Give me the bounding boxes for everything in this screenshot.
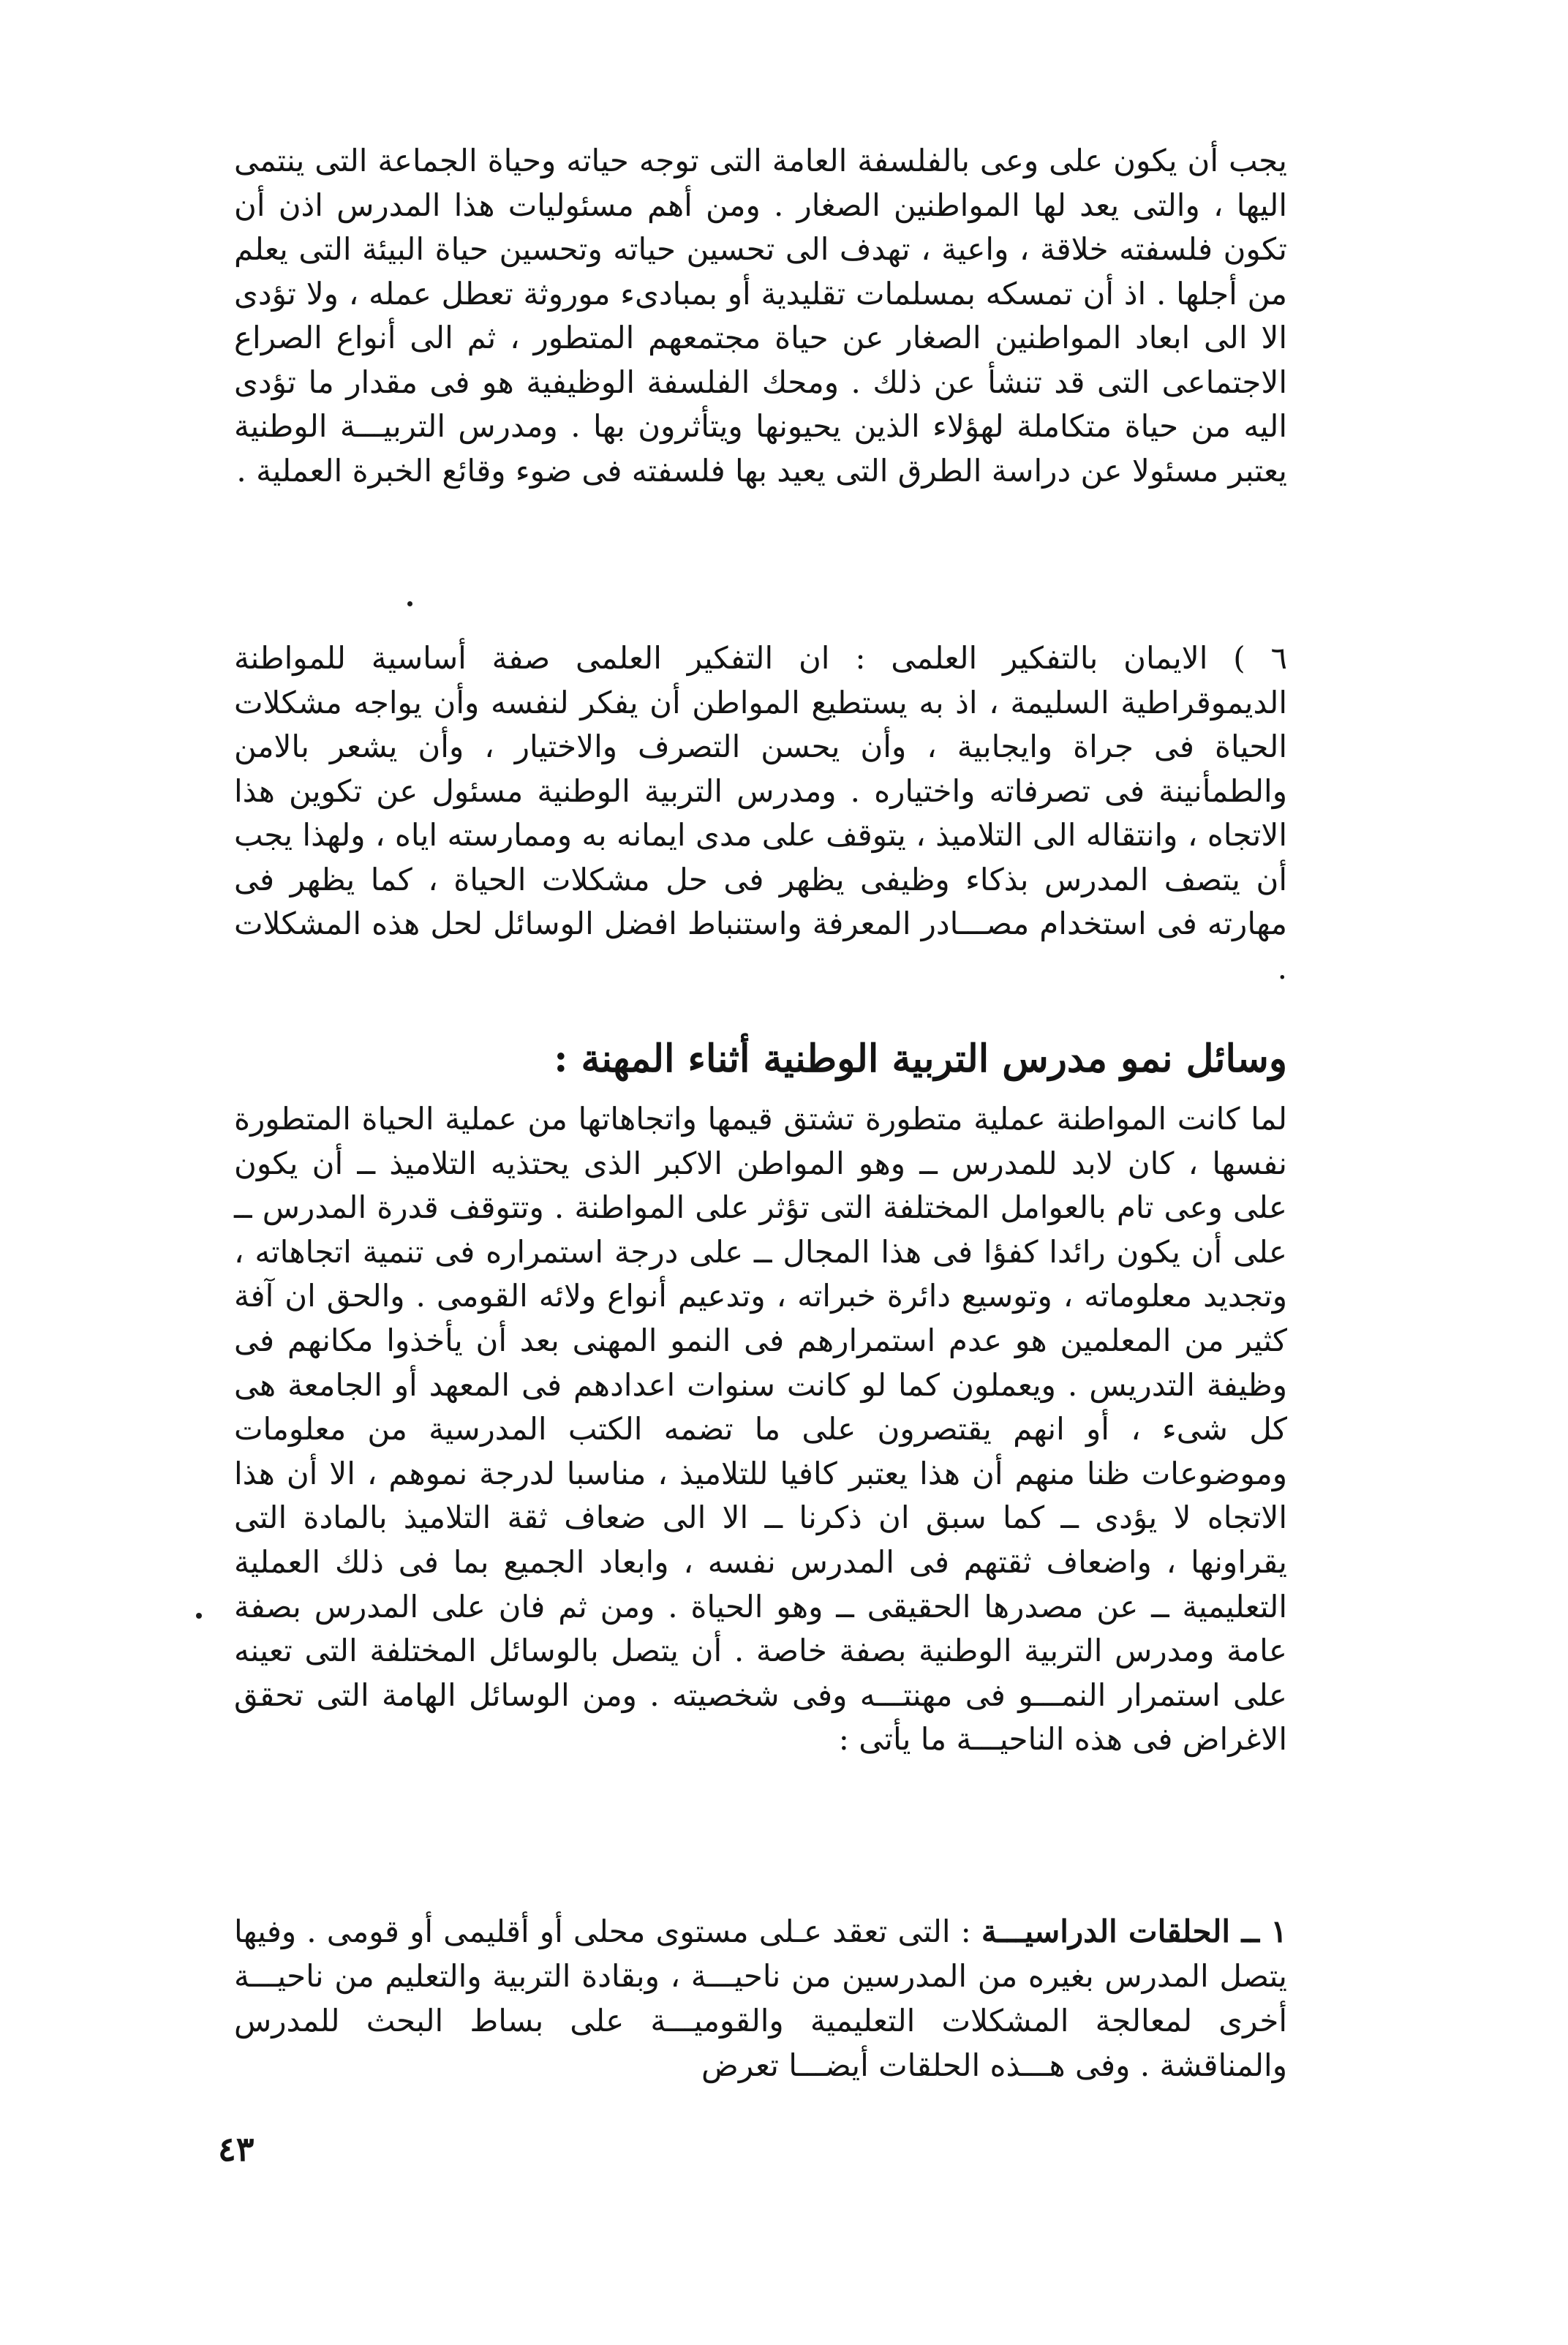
stray-dot-mark <box>407 601 412 606</box>
page-number: ٤٣ <box>218 2129 255 2169</box>
paragraph-scientific-thinking: ٦ ) الايمان بالتفكير العلمى : ان التفكير العلمى صفة أساسية للمواطنة الديموقراطية السليمة ، اذ به يستطيع المواطن أن يفكر لنفسه وأن يواجه مشكلات الحياة فى جراة وايجابية ، وأن يحسن التصرف والاختيار ، وأن يشعر بالامن والطمأنينة فى تصرفاته واختياره . ومدرس التربية الوطنية مسئول عن تكوين هذا الاتجاه ، وانتقاله الى التلاميذ ، يتوقف على مدى ايمانه به وممارسته اياه ، ولهذا يجب أن يتصف المدرس بذكاء وظيفى يظهر فى حل مشكلات الحياة ، كما يظهر فى مهارته فى استخدام مصـــادر المعرفة واستنباط افضل الوسائل لحل هذه المشكلات . <box>234 640 1287 986</box>
paragraph-study-circles <box>234 1909 1287 2088</box>
study-circles-text: : التى تعقد عـلى مستوى محلى أو أقليمى أو قومى . وفيها يتصل المدرس بغيره من المدرسين من ناحيـــة ، وبقادة التربية والتعليم من ناحيـــة أخرى لمعالجة المشكلات التعليمية والقوميـــة على بساط البحث للمدرس والمناقشة . وفى هـــذه الحلقات أيضـــا تعرض <box>234 1913 1287 2083</box>
paragraph-teacher-growth: لما كانت المواطنة عملية متطورة تشتق قيمها واتجاهاتها من عملية الحياة المتطورة نفسها ، كان لابد للمدرس ــ وهو المواطن الاكبر الذى يحتذيه التلاميذ ــ أن يكون على وعى تام بالعوامل المختلفة التى تؤثر على المواطنة . وتتوقف قدرة المدرس ــ على أن يكون رائدا كفؤا فى هذا المجال ــ على درجة استمراره فى تنمية اتجاهاته ، وتجديد معلوماته ، وتوسيع دائرة خبراته ، وتدعيم أنواع ولائه القومى . والحق ان آفة كثير من المعلمين هو عدم استمرارهم فى النمو المهنى بعد أن يأخذوا مكانهم فى وظيفة التدريس . ويعملون كما لو كانت سنوات اعدادهم فى المعهد أو الجامعة هى كل شىء ، أو انهم يقتصرون على ما تضمه الكتب المدرسية من معلومات وموضوعات ظنا منهم أن هذا يعتبر كافيا للتلاميذ ، مناسبا لدرجة نموهم ، الا أن هذا الاتجاه لا يؤدى ــ كما سبق ان ذكرنا ــ الا الى ضعاف ثقة التلاميذ بالمادة التى يقراونها ، واضعاف ثقتهم فى المدرس نفسه ، وابعاد الجميع بما فى ذلك العملية التعليمية ــ عن مصدرها الحقيقى ــ وهو الحياة . ومن ثم فان على المدرس بصفة عامة ومدرس التربية الوطنية بصفة خاصة . أن يتصل بالوسائل المختلفة التى تعينه على استمرار النمـــو فى مهنتـــه وفى شخصيته . ومن الوسائل الهامة التى تحقق الاغراض فى هذه الناحيـــة ما يأتى : <box>234 1101 1287 1758</box>
margin-dot-mark <box>196 1613 202 1619</box>
study-circles-lead: ١ ــ الحلقات الدراسيـــة <box>981 1913 1287 1949</box>
section-heading: وسائل نمو مدرس التربية الوطنية أثناء المهنة : <box>554 1036 1287 1081</box>
paragraph-philosophy: يجب أن يكون على وعى بالفلسفة العامة التى توجه حياته وحياة الجماعة التى ينتمى اليها ، والتى يعد لها المواطنين الصغار . ومن أهم مسئوليات هذا المدرس اذن أن تكون فلسفته خلاقة ، واعية ، تهدف الى تحسين حياته وتحسين حياة البيئة التى يعلم من أجلها . اذ أن تمسكه بمسلمات تقليدية أو بمبادىء موروثة تعطل عمله ، ولا تؤدى الا الى ابعاد المواطنين الصغار عن حياة مجتمعهم المتطور ، ثم الى أنواع الصراع الاجتماعى التى قد تنشأ عن ذلك . ومحك الفلسفة الوظيفية هو فى مقدار ما تؤدى اليه من حياة متكاملة لهؤلاء الذين يحيونها ويتأثرون بها . ومدرس التربيـــة الوطنية يعتبر مسئولا عن دراسة الطرق التى يعيد بها فلسفته فى ضوء وقائع الخبرة العملية . <box>234 143 1288 489</box>
